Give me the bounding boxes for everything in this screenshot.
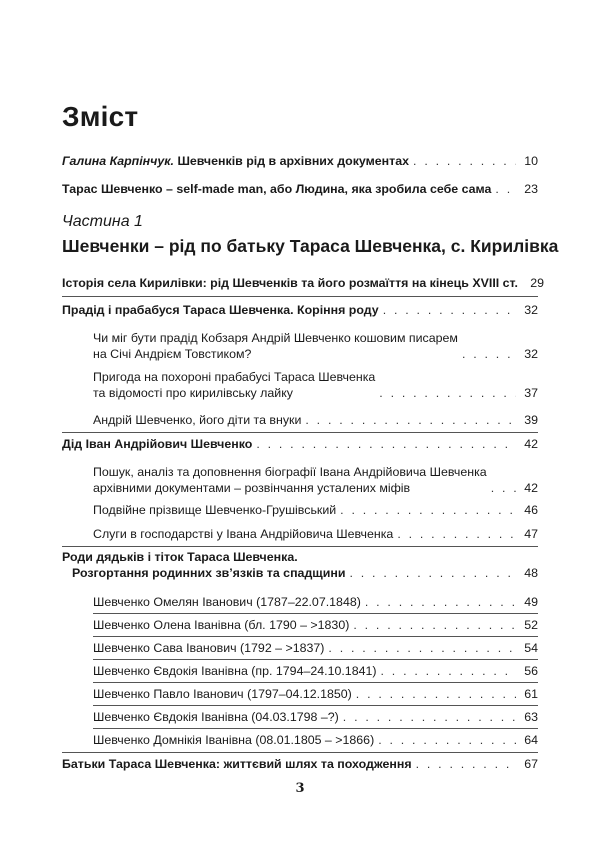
toc-subentry-yevdokia-2[interactable] (93, 709, 538, 725)
dot-leader (495, 181, 516, 197)
toc-entry-intro-2[interactable] (62, 181, 538, 197)
toc-entry-line: та відомості про кирилівську лайку (93, 386, 293, 400)
dot-leader (353, 617, 516, 633)
toc-entry-uncles-aunts[interactable] (62, 549, 538, 581)
toc-entry-title: Андрій Шевченко, його діти та внуки (93, 413, 302, 427)
toc-page-number: 64 (524, 733, 538, 747)
toc-entry-title: Тарас Шевченко – self-made man, або Людина, яка зробила себе сама (62, 182, 492, 196)
divider (62, 296, 538, 297)
dot-leader (356, 686, 516, 702)
toc-page-number: 67 (524, 757, 538, 771)
toc-page-number: 39 (524, 413, 538, 427)
toc-subentry-pavlo[interactable] (93, 686, 538, 702)
toc-page-number: 54 (524, 641, 538, 655)
toc-subentry-omelyan[interactable] (93, 594, 538, 610)
toc-subentry-scribe[interactable] (93, 330, 538, 362)
dot-leader (491, 480, 516, 496)
dot-leader (416, 756, 516, 772)
dot-leader (378, 732, 516, 748)
toc-entry-title: Шевченко Сава Іванович (1792 – >1837) (93, 641, 325, 655)
toc-subentry-domnikia[interactable] (93, 732, 538, 748)
toc-entry-village-history[interactable] (62, 275, 544, 291)
part-label: Частина 1 (62, 213, 143, 230)
divider (62, 546, 538, 547)
toc-page-number: 42 (524, 437, 538, 451)
dot-leader (305, 412, 516, 428)
dot-leader (383, 302, 516, 318)
toc-subentry-yevdokia-1[interactable] (93, 663, 538, 679)
toc-entry-title: Слуги в господарстві у Івана Андрійовича Шевченка (93, 527, 394, 541)
toc-entry-title: Шевченко Павло Іванович (1797–04.12.1850) (93, 687, 352, 701)
toc-subentry-sava[interactable] (93, 640, 538, 656)
toc-entry-line: Пригода на похороні прабабусі Тараса Шевченка (93, 370, 376, 384)
dot-leader (381, 663, 517, 679)
toc-entry-intro-1[interactable] (62, 153, 538, 169)
toc-entry-grandfather[interactable] (62, 436, 538, 452)
toc-entry-parents[interactable] (62, 756, 538, 772)
divider (62, 432, 538, 433)
divider (93, 613, 538, 614)
dot-leader (413, 153, 516, 169)
toc-entry-title: Батьки Тараса Шевченка: життєвий шлях та походження (62, 757, 412, 771)
toc-entry-line: на Січі Андрієм Товстиком? (93, 347, 252, 361)
toc-page-number: 37 (524, 386, 538, 400)
toc-page-number: 63 (524, 710, 538, 724)
toc-page-number: 47 (524, 527, 538, 541)
toc-entry-title: Шевченко Домнікія Іванівна (08.01.1805 – >1866) (93, 733, 375, 747)
toc-page-number: 48 (524, 566, 538, 580)
dot-leader (379, 385, 516, 401)
toc-page-number: 49 (524, 595, 538, 609)
toc-entry-title: Шевченків рід в архівних документах (174, 154, 410, 168)
toc-page-number: 46 (524, 503, 538, 517)
toc-entry-great-grandparents[interactable] (62, 302, 538, 318)
dot-leader (397, 526, 516, 542)
toc-page-number: 29 (530, 276, 544, 290)
dot-leader (462, 346, 516, 362)
toc-subentry-servants[interactable] (93, 526, 538, 542)
toc-entry-line: Пошук, аналіз та доповнення біографії Івана Андрійовича Шевченка (93, 465, 487, 479)
dot-leader (349, 565, 516, 581)
toc-entry-title: Шевченко Євдокія Іванівна (пр. 1794–24.10.1841) (93, 664, 377, 678)
toc-page-number: 61 (524, 687, 538, 701)
dot-leader (340, 502, 516, 518)
page-title: Зміст (62, 101, 139, 132)
toc-entry-title: Шевченко Євдокія Іванівна (04.03.1798 –?) (93, 710, 339, 724)
part-title: Шевченки – рід по батьку Тараса Шевченка, с. Кирилівка (62, 236, 559, 256)
divider (93, 728, 538, 729)
toc-subentry-funeral[interactable] (93, 369, 538, 401)
toc-entry-title: Шевченко Омелян Іванович (1787–22.07.1848) (93, 595, 361, 609)
toc-entry-text (93, 369, 375, 401)
divider (93, 636, 538, 637)
toc-page-number: 42 (524, 481, 538, 495)
toc-subentry-andriy[interactable] (93, 412, 538, 428)
toc-entry-line: Чи міг бути прадід Кобзаря Андрій Шевченко кошовим писарем (93, 331, 458, 345)
toc-entry-author: Галина Карпінчук. (62, 154, 174, 168)
toc-entry-title: Шевченко Олена Іванівна (бл. 1790 – >1830) (93, 618, 350, 632)
toc-entry-text (93, 330, 458, 362)
toc-entry-line: архівними документами – розвінчання усталених міфів (93, 481, 411, 495)
toc-page-number: 56 (524, 664, 538, 678)
divider (93, 682, 538, 683)
dot-leader (256, 436, 516, 452)
toc-page-number: 32 (524, 347, 538, 361)
toc-page-number: 23 (524, 182, 538, 196)
toc-entry-line: Роди дядьків і тіток Тараса Шевченка. (62, 550, 298, 564)
dot-leader (328, 640, 516, 656)
toc-entry-title: Дід Іван Андрійович Шевченко (62, 437, 253, 451)
toc-subentry-olena[interactable] (93, 617, 538, 633)
toc-entry-text (62, 549, 345, 581)
toc-entry-line: Розгортання родинних зв’язків та спадщини (72, 566, 346, 580)
toc-subentry-double-surname[interactable] (93, 502, 538, 518)
toc-subentry-biography-search[interactable] (93, 464, 538, 496)
divider (93, 659, 538, 660)
divider (93, 705, 538, 706)
divider (62, 752, 538, 753)
toc-entry-title: Прадід і прабабуся Тараса Шевченка. Коріння роду (62, 303, 379, 317)
toc-page-number: 10 (524, 154, 538, 168)
page-number: 3 (295, 781, 305, 796)
toc-entry-title: Історія села Кирилівки: рід Шевченків та його розмаїття на кінець XVIII ст. (62, 276, 518, 290)
toc-entry-text (93, 464, 487, 496)
dot-leader (343, 709, 516, 725)
toc-entry-text (62, 153, 409, 169)
dot-leader (365, 594, 516, 610)
toc-page-number: 52 (524, 618, 538, 632)
toc-page-number: 32 (524, 303, 538, 317)
toc-entry-title: Подвійне прізвище Шевченко-Грушівський (93, 503, 337, 517)
